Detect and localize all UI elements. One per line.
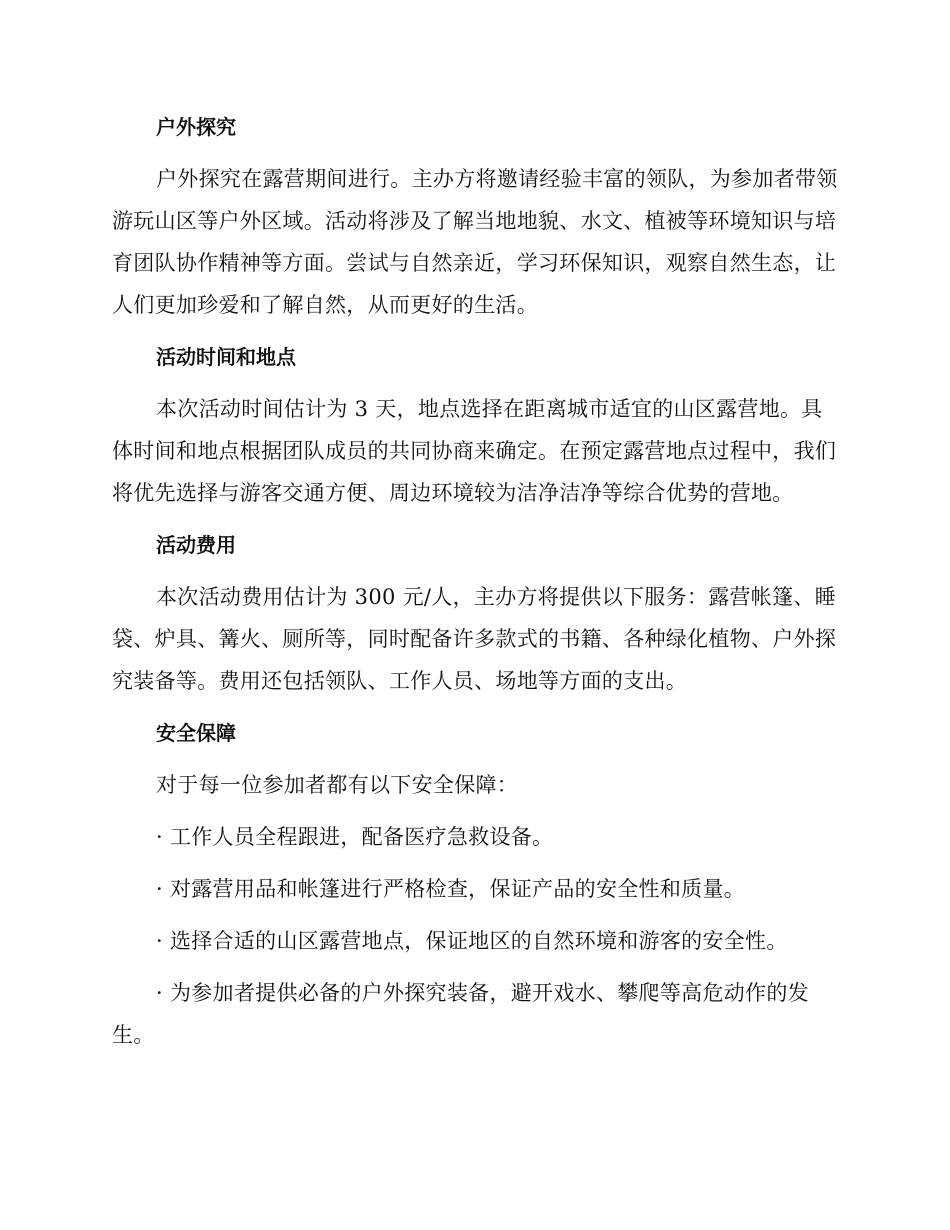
paragraph: 户外探究在露营期间进行。主办方将邀请经验丰富的领队，为参加者带领游玩山区等户外区域。活动将涉及了解当地地貌、水文、植被等环境知识与培育团队协作精神等方面。尝试与自然亲近，学习环保知识，观察自然生态，让人们更加珍爱和了解自然，从而更好的生活。 [112, 167, 838, 317]
section-safety [112, 712, 838, 1056]
section-outdoor-exploration [112, 106, 838, 326]
section-cost [112, 524, 838, 702]
section-heading: 户外探究 [156, 115, 236, 139]
document-page [112, 106, 838, 1066]
bullet-item: · 工作人员全程跟进，配备医疗急救设备。 [156, 825, 554, 849]
section-time-and-place [112, 336, 838, 514]
section-heading: 安全保障 [156, 721, 236, 745]
bullet-item: · 选择合适的山区露营地点，保证地区的自然环境和游客的安全性。 [156, 929, 788, 953]
paragraph: 对于每一位参加者都有以下安全保障： [156, 773, 519, 797]
paragraph: 本次活动费用估计为 300 元/人，主办方将提供以下服务：露营帐篷、睡袋、炉具、篝火、厕所等，同时配备许多款式的书籍、各种绿化植物、户外探究装备等。费用还包括领队、工作人员、场地等方面的支出。 [112, 585, 837, 693]
section-heading: 活动费用 [156, 533, 236, 557]
bullet-item: · 对露营用品和帐篷进行严格检查，保证产品的安全性和质量。 [156, 877, 746, 901]
bullet-item: · 为参加者提供必备的户外探究装备，避开戏水、攀爬等高危动作的发生。 [112, 981, 809, 1047]
paragraph: 本次活动时间估计为 3 天，地点选择在距离城市适宜的山区露营地。具体时间和地点根据团队成员的共同协商来确定。在预定露营地点过程中，我们将优先选择与游客交通方便、周边环境较为洁净洁净等综合优势的营地。 [112, 397, 837, 505]
section-heading: 活动时间和地点 [156, 345, 296, 369]
